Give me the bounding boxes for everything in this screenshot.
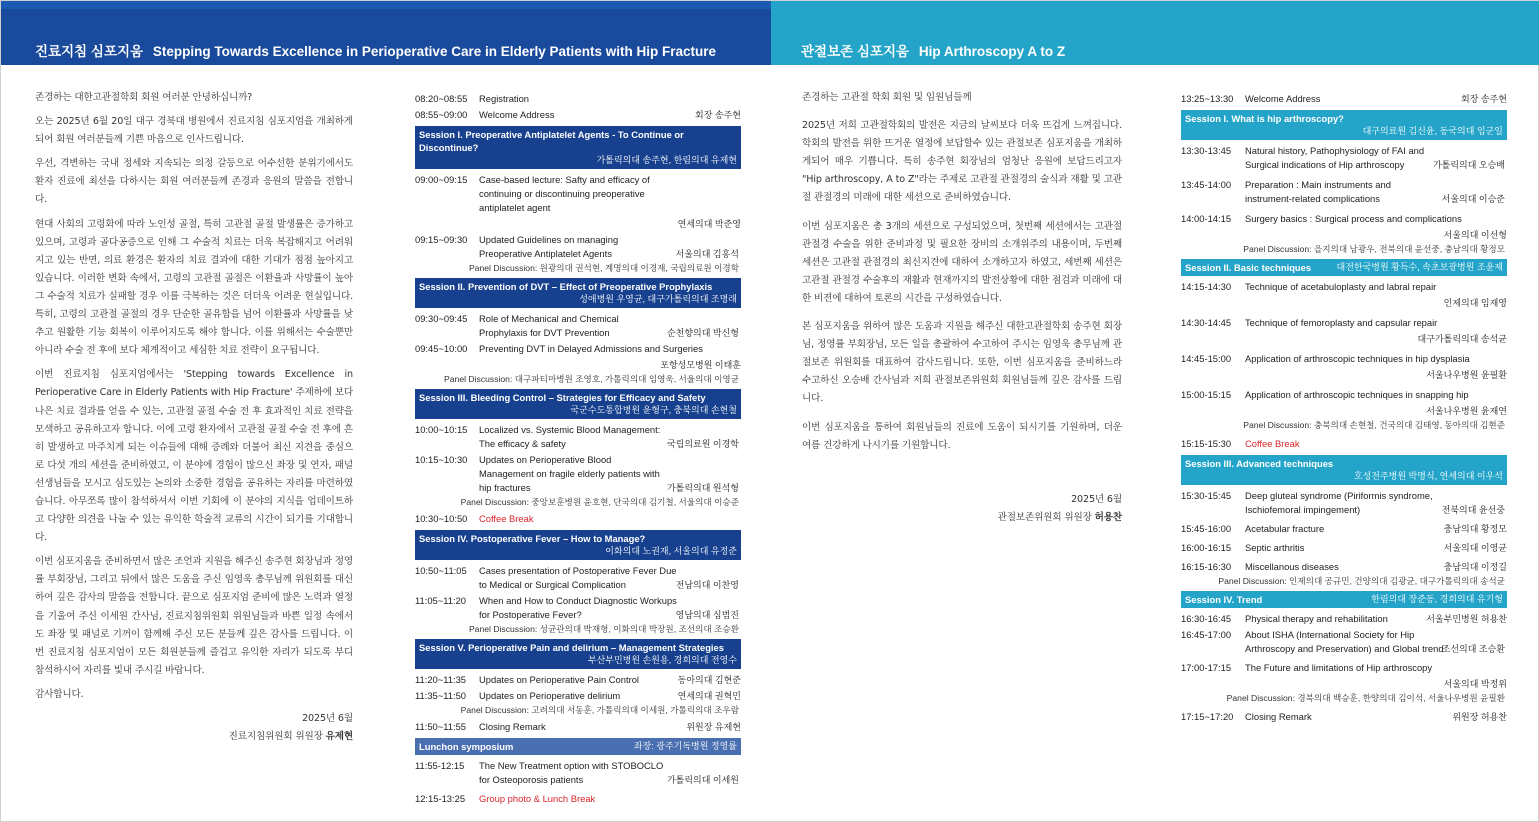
left-header bbox=[1, 1, 771, 65]
schedule-row: 14:00-14:15 Surgery basics : Surgical process and complications bbox=[1181, 213, 1462, 224]
right-header-title bbox=[801, 40, 1065, 60]
right-schedule bbox=[1181, 91, 1507, 725]
right-intro-p4: 본 심포지움을 위하여 많은 도움과 지원을 해주신 대한고관절학회 송주현 회장님, 정영률 부회장님, 모든 일을 총괄하여 수고하여 주시는 임영욱 총무님께 관절보존 위원회를 대표하여 감사드립니다. 또한, 이번 심포지움을 준비하느라 수고하신 오승배 간사님과 저희 관절보존위원회 회원님들께 깊은 감사를 드립니다. bbox=[802, 321, 1122, 405]
session-3-header: Session III. Bleeding Control – Strategies for Efficacy and Safety 국군수도통합병원 윤형구, 충북의대 손현철 bbox=[415, 389, 741, 419]
schedule-speaker-row: 서울의대 박정위 bbox=[1443, 679, 1507, 689]
schedule-row: 08:20~08:55 Registration bbox=[415, 93, 530, 104]
schedule-row: 16:15-16:30 Miscellanous diseases 충남의대 이정길 bbox=[1181, 561, 1507, 572]
left-intro-p3: 우선, 격변하는 국내 정세와 지속되는 의정 갈등으로 어수선한 분위기에서도 환자 진료에 최선을 다하시는 회원 여러분들께 존경과 응원의 말씀을 전합니다. bbox=[35, 158, 353, 206]
left-schedule bbox=[415, 91, 741, 807]
right-header bbox=[771, 1, 1539, 65]
hip-session-2-panel: Panel Discussion: 충북의대 손현철, 건국의대 김태영, 동아의대 김현준 bbox=[1243, 420, 1505, 430]
schedule-speaker-row: 대구가톨릭의대 송석균 bbox=[1417, 334, 1507, 344]
right-title-ko: 관절보존 심포지움 bbox=[801, 44, 910, 59]
schedule-row: 10:30~10:50 Coffee Break bbox=[415, 511, 741, 527]
schedule-row: 13:25~13:30 Welcome Address 회장 송주현 bbox=[1181, 93, 1507, 104]
session-4-header: Session IV. Postoperative Fever – How to Manage? 이화의대 노권재, 서울의대 유정준 bbox=[415, 530, 741, 560]
schedule-row: 11:20~11:35 Updates on Perioperative Pain Control 동아의대 김현준 bbox=[415, 674, 741, 685]
schedule-row: 13:30-13:45 Natural history, Pathophysiology of FAI and Surgical indications of Hip arthroscopy 가톨릭의대 오승배 bbox=[1181, 145, 1505, 170]
schedule-row: 10:50~11:05 Cases presentation of Postoperative Fever Due to Medical or Surgical Complication 전남의대 이찬영 bbox=[415, 565, 739, 590]
right-intro-p3: 이번 심포지움은 총 3개의 세션으로 구성되었으며, 첫번째 세션에서는 고관절 관절경 수술을 위한 준비과정 및 필요한 장비의 소개위주의 내용이며, 두번째 세션은 고관절 관절경의 최신지견에 대하여 소개하고자 하였고, 세번째 세션은 고관절 관절경 수술후의 재활과 현재까지의 발전상황에 대한 점검과 미래에 대한 비젼에 대하여 토론의 시간을 구성하였습니다. bbox=[802, 220, 1122, 304]
right-title-en: Hip Arthroscopy A to Z bbox=[918, 44, 1066, 59]
schedule-speaker-row: 서울나우병원 윤재연 bbox=[1426, 406, 1507, 416]
left-intro-p2: 오는 2025년 6월 20일 대구 경북대 병원에서 진료지침 심포지엄을 개최하게 되어 회원 여러분들께 기쁜 마음으로 인사드립니다. bbox=[35, 116, 353, 146]
left-sign-date: 2025년 6월 bbox=[302, 713, 353, 724]
left-header-title bbox=[35, 40, 716, 60]
schedule-row: 09:45~10:00 Preventing DVT in Delayed Admissions and Surgeries bbox=[415, 343, 703, 354]
schedule-speaker-row: 서울나우병원 윤필환 bbox=[1426, 370, 1507, 380]
session-4-panel: Panel Discussion: 성균관의대 박재형, 이화의대 박장원, 조선의대 조승환 bbox=[468, 624, 739, 634]
left-sign-name: 유제현 bbox=[325, 731, 353, 742]
left-title-en: Stepping Towards Excellence in Perioperative Care in Elderly Patients with Hip Fracture bbox=[152, 44, 717, 59]
schedule-row: 15:00-15:15 Application of arthroscopic techniques in snapping hip bbox=[1181, 389, 1469, 400]
left-intro-p1: 존경하는 대한고관절학회 회원 여러분 안녕하십니까? bbox=[35, 92, 253, 103]
lunch-symposium-header: Lunchon symposium 좌장: 광주기독병원 정영률 bbox=[415, 738, 741, 755]
right-sign-role: 관절보존위원회 위원장 bbox=[997, 511, 1092, 523]
right-intro-p1: 존경하는 고관절 학회 회원 및 임원님들께 bbox=[802, 92, 972, 103]
session-2-header: Session II. Prevention of DVT – Effect of Preoperative Prophylaxis 성애병원 우영균, 대구가톨릭의대 조명래 bbox=[415, 278, 741, 308]
left-title-ko: 진료지침 심포지움 bbox=[35, 44, 144, 59]
schedule-row: 09:15~09:30 Updated Guidelines on managing Preoperative Antiplatelet Agents 서울의대 김홍석 bbox=[415, 234, 739, 259]
coffee-break-label: Coffee Break bbox=[1245, 438, 1300, 449]
schedule-row: 09:30~09:45 Role of Mechanical and Chemical Prophylaxis for DVT Prevention 순천향의대 박신형 bbox=[415, 313, 739, 338]
hip-session-1-panel: Panel Discussion: 을지의대 남광우, 전북의대 윤선중, 충남의대 황정모 bbox=[1243, 244, 1505, 254]
session-5-panel: Panel Discussion: 고려의대 서동훈, 가톨릭의대 이세원, 가톨릭의대 조우람 bbox=[460, 705, 739, 715]
schedule-row: 09:00~09:15 Case-based lecture: Safty and efficacy of continuing or discontinuing preoperative antiplatelet agent bbox=[415, 174, 650, 213]
schedule-row: 14:45-15:00 Application of arthroscopic techniques in hip dysplasia bbox=[1181, 353, 1470, 364]
right-sign-name: 허용찬 bbox=[1094, 511, 1122, 523]
schedule-speaker-row: 서울의대 이선형 bbox=[1443, 230, 1507, 240]
session-1-header: Session I. Preoperative Antiplatelet Agents - To Continue or Discontinue? 가톨릭의대 송주현, 한림의대 유제현 bbox=[415, 126, 741, 169]
lunch-break-label: Group photo & Lunch Break bbox=[479, 793, 596, 804]
left-intro-letter bbox=[35, 89, 353, 746]
left-sign-role: 진료지침위원회 위원장 bbox=[228, 731, 323, 742]
schedule-speaker-row: 연세의대 박준영 bbox=[677, 219, 741, 229]
schedule-row: 16:30-16:45 Physical therapy and rehabilitation 서울부민병원 허용찬 bbox=[1181, 613, 1507, 624]
schedule-row: 15:15-15:30 Coffee Break bbox=[1181, 436, 1507, 452]
session-5-header: Session V. Perioperative Pain and delirium – Management Strategies 부산부민병원 손원용, 경희의대 전영수 bbox=[415, 639, 741, 669]
schedule-row: 10:15~10:30 Updates on Perioperative Blood Management on fragile elderly patients with hip fractures 가톨릭의대 원석형 bbox=[415, 454, 739, 493]
schedule-speaker-row: 인제의대 임재영 bbox=[1443, 298, 1507, 308]
coffee-break-label: Coffee Break bbox=[479, 513, 534, 524]
schedule-row: 11:35~11:50 Updates on Perioperative delirium 연세의대 권혁민 bbox=[415, 690, 741, 701]
schedule-row: 13:45-14:00 Preparation : Main instruments and instrument-related complications 서울의대 이승준 bbox=[1181, 179, 1505, 204]
hip-session-4-header: Session IV. Trend 한림의대 장준동, 경희의대 유기형 bbox=[1181, 591, 1507, 608]
right-intro-letter bbox=[802, 89, 1122, 527]
left-signature bbox=[35, 710, 353, 746]
schedule-row: 11:55-12:15 The New Treatment option with STOBOCLO for Osteoporosis patients 가톨릭의대 이세원 bbox=[415, 760, 739, 785]
hip-session-2-header: Session II. Basic techniques 대전한국병원 황득수, 속초보광병원 조윤제 bbox=[1181, 259, 1507, 276]
hip-session-3-panel: Panel Discussion: 인제의대 공규민, 건양의대 김광균, 대구가톨릭의대 송석균 bbox=[1218, 576, 1505, 586]
schedule-row: 08:55~09:00 Welcome Address 회장 송주현 bbox=[415, 109, 741, 120]
session-3-panel: Panel Discussion: 중앙보훈병원 윤호현, 단국의대 김기철, 서울의대 이승준 bbox=[460, 497, 739, 507]
left-intro-p6: 이번 심포지움을 준비하면서 많은 조언과 지원을 해주신 송주현 회장님과 정영률 부회장님, 그리고 뒤에서 많은 도움을 주신 임영욱 총무님께 위원회를 대신하여 깊은 감사의 말씀을 전합니다. 끝으로 심포지엄 준비에 많은 노력과 열정을 기울여 주신 이세원 간사님, 진료지침위원회 위원님들과 바쁜 일정 속에서도 좌장 및 패널로 기꺼이 함께해 주신 모든 분들께 깊은 감사를 드립니다. 이번 진료지침 심포지엄이 모든 회원분들께 즐겁고 유익한 자리가 되도록 부디 참석하시어 자리를 빛내 주시길 바랍니다. bbox=[35, 556, 353, 676]
right-sign-date: 2025년 6월 bbox=[1071, 493, 1122, 505]
right-intro-p5: 이번 심포지움을 통하여 회원님들의 진료에 도움이 되시기를 기원하며, 더운 여름 건강하게 나시기를 기원합니다. bbox=[802, 421, 1122, 451]
left-header-band bbox=[1, 1, 771, 9]
schedule-row: 14:15-14:30 Technique of acetabuloplasty and labral repair bbox=[1181, 281, 1437, 292]
schedule-row: 16:00-16:15 Septic arthritis 서울의대 이영균 bbox=[1181, 542, 1507, 553]
right-signature bbox=[802, 491, 1122, 527]
schedule-row: 11:05~11:20 When and How to Conduct Diagnostic Workups for Postoperative Fever? 영남의대 심범진 bbox=[415, 595, 739, 620]
left-intro-p7: 감사합니다. bbox=[35, 688, 84, 700]
hip-session-1-header: Session I. What is hip arthroscopy? 대구의료원 김신윤, 동국의대 임군일 bbox=[1181, 110, 1507, 140]
schedule-row: 15:30-15:45 Deep gluteal syndrome (Piriformis syndrome, Ischiofemoral impingement) 전북의대 윤선중 bbox=[1181, 490, 1505, 515]
left-intro-p4: 현대 사회의 고령화에 따라 노인성 골절, 특히 고관절 골절 발생률은 증가하고 있으며, 고령과 골다공증으로 인해 그 수술적 치료는 더욱 복잡해지고 어려워지고 있는 반면, 의료 환경은 환자의 치료 결과에 대한 기대가 점점 높아지고 있습니다. 이러한 변화 속에서, 고령의 고관절 골절은 이환율과 사망률이 높아 그 수술적 치료가 실패할 경우 이를 극복하는 것은 더더욱 어려운 현실입니다. 특히, 고령의 고관절 골절의 경우 단순한 골유합을 넘어 이환률과 사망률을 낮추고 원활한 기능 회복이 이루어지도록 해야 합니다. 이를 위해서는 수술뿐만 아니라 수술 전 후에 보다 체계적이고 세심한 치료 전략이 요구됩니다. bbox=[35, 218, 353, 357]
schedule-speaker-row: 포항성모병원 이태훈 bbox=[660, 360, 741, 370]
right-intro-p2: 2025년 저희 고관절학회의 발전은 지금의 날씨보다 더욱 뜨겁게 느껴집니다. 학회의 발전을 위한 뜨거운 열정에 보답할수 있는 관절보존 심포지움을 개최하게되어 매우 기쁩니다. 특히 송주현 회장님의 엄청난 응원에 보답드리고자 "Hip arthroscopy, A to Z"라는 주제로 고관절 관절경의 술식과 재활 및 고관절 관절경의 미래에 대한 세션으로 준비하였습니다. bbox=[802, 120, 1122, 204]
schedule-row: 14:30-14:45 Technique of femoroplasty and capsular repair bbox=[1181, 317, 1438, 328]
schedule-row: 17:15~17:20 Closing Remark 위원장 허용찬 bbox=[1181, 711, 1507, 722]
schedule-row: 15:45-16:00 Acetabular fracture 충남의대 황정모 bbox=[1181, 523, 1507, 534]
hip-session-4-panel: Panel Discussion: 경북의대 백승훈, 한양의대 김이석, 서울나우병원 윤필환 bbox=[1226, 693, 1505, 703]
schedule-row: 11:50~11:55 Closing Remark 위원장 유제현 bbox=[415, 721, 741, 732]
left-intro-p5: 이번 진료지침 심포지엄에서는 'Stepping towards Excellence in Perioperative Care in Elderly Patients with Hip Fracture' 주제하에 보다 나은 치료 결과를 얻을 수 있는, 고관절 골절 수술 전 후 효과적인 치료 전략을 모색하고 공유하고자 합니다. 이에 고령 환자에서 고관절 골절 수술 전 후에 흔히 발생하고 마주치게 되는 이슈들에 대해 증례와 더불어 최신 지견을 중심으로 다섯 개의 세션을 준비하였고, 이 분야에 경험이 많으신 좌장 및 연자, 패널 선생님들을 모시고 심도있는 논의와 소중한 경험을 공유하는 자리를 마련하였습니다. 아무쪼록 많이 참석하셔서 이번 기회에 이 분야의 지식을 업데이트하고 다양한 의견을 나눌 수 있는 유익한 학술적 교류의 시간이 되기를 기대합니다. bbox=[35, 369, 353, 544]
schedule-row: 17:00-17:15 The Future and limitations of Hip arthroscopy bbox=[1181, 662, 1433, 673]
schedule-row: 10:00~10:15 Localized vs. Systemic Blood Management: The efficacy & safety 국립의료원 이경학 bbox=[415, 424, 739, 449]
schedule-row: 16:45-17:00 About ISHA (International Society for Hip Arthroscopy and Preservation) and Global trend 조선의대 조승환 bbox=[1181, 629, 1505, 654]
hip-session-3-header: Session III. Advanced techniques 호성전주병원 박명식, 연세의대 이우석 bbox=[1181, 455, 1507, 485]
schedule-row: 12:15-13:25 Group photo & Lunch Break bbox=[415, 791, 741, 807]
session-1-panel: Panel Discussion: 원광의대 권석현, 계명의대 이경재, 국립의료원 이경학 bbox=[468, 263, 739, 273]
session-2-panel: Panel Discussion: 대구파티마병원 조영호, 가톨릭의대 임영욱, 서울의대 이영균 bbox=[444, 374, 739, 384]
